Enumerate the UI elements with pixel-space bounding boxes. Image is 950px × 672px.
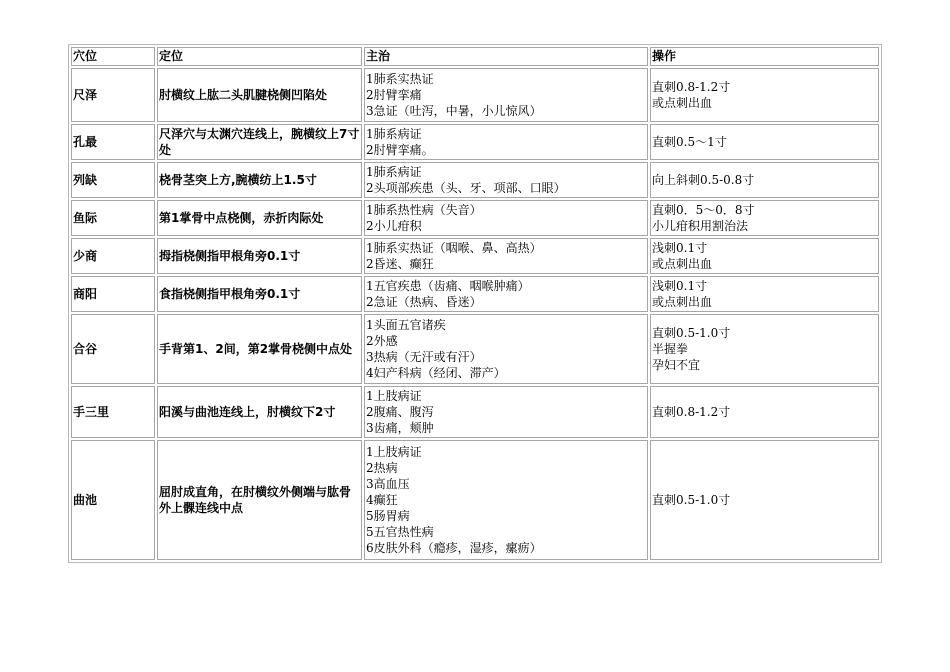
operation-line: 半握拳: [652, 342, 689, 356]
point-name-cell: 孔最: [71, 124, 155, 160]
indication-line: 1肺系病证: [366, 127, 422, 141]
table-row: [71, 314, 879, 384]
indication-line: 1上肢病证: [366, 445, 422, 459]
indications-cell: [364, 440, 648, 560]
operation-cell: [650, 68, 879, 122]
indications-cell: [364, 124, 648, 160]
location-cell: 手背第1、2间，第2掌骨桡侧中点处: [157, 314, 362, 384]
table-row: [71, 68, 879, 122]
operation-cell: [650, 440, 879, 560]
acupoint-table-container: [68, 44, 882, 563]
operation-cell: [650, 276, 879, 312]
operation-line: 或点刺出血: [652, 295, 713, 309]
location-cell: 拇指桡侧指甲根角旁0.1寸: [157, 238, 362, 274]
operation-cell: [650, 314, 879, 384]
point-name-cell: 曲池: [71, 440, 155, 560]
indication-line: 2肘臂挛痛。: [366, 143, 434, 157]
indication-line: 1肺系热性病（失音）: [366, 203, 482, 217]
operation-cell: [650, 386, 879, 438]
header-row: [71, 47, 879, 66]
operation-line: 或点刺出血: [652, 96, 713, 110]
indication-line: 1肺系实热证（咽喉、鼻、高热）: [366, 241, 542, 255]
indication-line: 4癫狂: [366, 493, 398, 507]
operation-cell: [650, 200, 879, 236]
location-cell: 桡骨茎突上方,腕横纺上1.5寸: [157, 162, 362, 198]
indication-line: 3热病（无汗或有汗）: [366, 350, 482, 364]
point-name-cell: 商阳: [71, 276, 155, 312]
operation-line: 小儿疳积用割治法: [652, 219, 749, 233]
header-location: 定位: [157, 47, 362, 66]
indications-cell: [364, 276, 648, 312]
indication-line: 3齿痛，颊肿: [366, 421, 434, 435]
point-name-cell: 手三里: [71, 386, 155, 438]
indication-line: 1肺系实热证: [366, 72, 434, 86]
operation-line: 浅刺0.1寸: [652, 241, 708, 255]
indication-line: 2急证（热病、昏迷）: [366, 295, 482, 309]
table-row: [71, 124, 879, 160]
operation-line: 直刺0.8-1.2寸: [652, 405, 731, 419]
indication-line: 2外感: [366, 334, 398, 348]
location-cell: 阳溪与曲池连线上，肘横纹下2寸: [157, 386, 362, 438]
operation-line: 直刺0.5-1.0寸: [652, 326, 731, 340]
operation-line: 孕妇不宜: [652, 358, 701, 372]
operation-line: 浅刺0.1寸: [652, 279, 708, 293]
indications-cell: [364, 386, 648, 438]
indications-cell: [364, 68, 648, 122]
operation-line: 直刺0.8-1.2寸: [652, 80, 731, 94]
indication-line: 6皮肤外科（瘾疹，湿疹，瘰疬）: [366, 541, 542, 555]
indications-cell: [364, 162, 648, 198]
point-name-cell: 少商: [71, 238, 155, 274]
indication-line: 1上肢病证: [366, 389, 422, 403]
operation-line: 直刺0．5～0．8寸: [652, 203, 755, 217]
point-name-cell: 合谷: [71, 314, 155, 384]
operation-line: 向上斜刺0.5-0.8寸: [652, 173, 755, 187]
indication-line: 2肘臂挛痛: [366, 88, 422, 102]
operation-line: 或点刺出血: [652, 257, 713, 271]
indication-line: 5五官热性病: [366, 525, 434, 539]
operation-line: 直刺0.5～1寸: [652, 135, 727, 149]
indication-line: 2昏迷、癫狂: [366, 257, 434, 271]
header-operation: 操作: [650, 47, 879, 66]
operation-cell: [650, 162, 879, 198]
table-body: [71, 68, 879, 560]
location-cell: 第1掌骨中点桡侧，赤折肉际处: [157, 200, 362, 236]
indication-line: 4妇产科病（经闭、滞产）: [366, 366, 506, 380]
indication-line: 3急证（吐泻，中暑，小儿惊风）: [366, 104, 542, 118]
indications-cell: [364, 314, 648, 384]
indications-cell: [364, 200, 648, 236]
acupoint-table: [69, 45, 881, 562]
indication-line: 2头项部疾患（头、牙、项部、口眼）: [366, 181, 566, 195]
table-row: [71, 162, 879, 198]
indication-line: 3高血压: [366, 477, 410, 491]
location-cell: 食指桡侧指甲根角旁0.1寸: [157, 276, 362, 312]
table-row: [71, 238, 879, 274]
table-row: [71, 386, 879, 438]
indication-line: 2腹痛、腹泻: [366, 405, 434, 419]
operation-cell: [650, 124, 879, 160]
operation-cell: [650, 238, 879, 274]
point-name-cell: 尺泽: [71, 68, 155, 122]
location-cell: 屈肘成直角，在肘横纹外侧端与肱骨外上髁连线中点: [157, 440, 362, 560]
location-cell: 肘横纹上肱二头肌腱桡侧凹陷处: [157, 68, 362, 122]
operation-line: 直刺0.5-1.0寸: [652, 493, 731, 507]
table-row: [71, 440, 879, 560]
indication-line: 1肺系病证: [366, 165, 422, 179]
header-indications: 主治: [364, 47, 648, 66]
indication-line: 1头面五官诸疾: [366, 318, 446, 332]
table-row: [71, 200, 879, 236]
point-name-cell: 鱼际: [71, 200, 155, 236]
indication-line: 5肠胃病: [366, 509, 410, 523]
indications-cell: [364, 238, 648, 274]
indication-line: 2小儿疳积: [366, 219, 422, 233]
header-point: 穴位: [71, 47, 155, 66]
indication-line: 1五官疾患（齿痛、咽喉肿痛）: [366, 279, 530, 293]
point-name-cell: 列缺: [71, 162, 155, 198]
indication-line: 2热病: [366, 461, 398, 475]
location-cell: 尺泽穴与太渊穴连线上，腕横纹上7寸处: [157, 124, 362, 160]
table-row: [71, 276, 879, 312]
